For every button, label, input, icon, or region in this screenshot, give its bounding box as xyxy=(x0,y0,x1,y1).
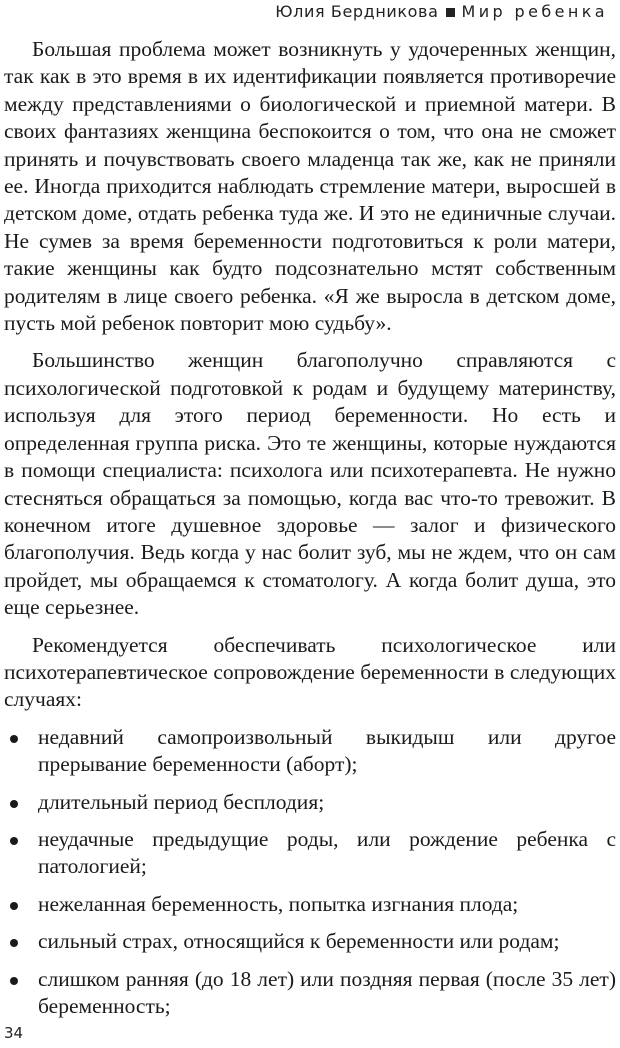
list-item xyxy=(4,826,616,881)
list-item xyxy=(4,966,616,1021)
paragraph: Рекомендуется обеспечивать психологическое или психотерапевтическое сопровождение беременности в следующих случаях: xyxy=(4,632,616,712)
bullet-icon xyxy=(10,902,18,910)
paragraph: Большая проблема может возникнуть у удочеренных женщин, так как в это время в их идентификации появляется противоречие между представлениями о биологической и приемной матери. В своих фантазиях женщина беспокоится о том, что она не сможет принять и почувствовать своего младенца так же, как не приняли ее. Иногда приходится наблюдать стремление матери, выросшей в детском доме, отдать ребенка туда же. И это не единичные случаи. Не сумев за время беременности подготовиться к роли матери, такие женщины как будто подсознательно мстят собственным родителям в лице своего ребенка. «Я же выросла в детском доме, пусть мой ребенок повторит мою судьбу». xyxy=(4,37,616,336)
bullet-list xyxy=(4,724,616,1021)
list-item-text: неудачные предыдущие роды, или рождение ребенка с патологией; xyxy=(38,826,616,879)
list-item-text: недавний самопроизвольный выкидыш или другое прерывание беременности (аборт); xyxy=(38,724,616,777)
bullet-icon xyxy=(10,735,18,743)
bullet-icon xyxy=(10,800,18,808)
square-separator-icon xyxy=(446,8,455,17)
page-number: 34 xyxy=(4,1024,24,1042)
list-item xyxy=(4,928,616,955)
list-item xyxy=(4,724,616,779)
list-item xyxy=(4,789,616,816)
bullet-icon xyxy=(10,837,18,845)
body-text xyxy=(4,36,616,1030)
running-header xyxy=(275,2,608,21)
list-item-text: длительный период бесплодия; xyxy=(38,789,325,814)
header-author: Юлия Бердникова xyxy=(275,2,439,21)
header-series: Мир ребенка xyxy=(461,2,608,21)
list-item-text: нежеланная беременность, попытка изгнания плода; xyxy=(38,891,519,916)
list-item-text: слишком ранняя (до 18 лет) или поздняя первая (после 35 лет) беременность; xyxy=(38,966,616,1018)
list-item xyxy=(4,891,616,918)
paragraph: Большинство женщин благополучно справляются с психологической подготовкой к родам и будущему материнству, используя для этого период беременности. Но есть и определенная группа риска. Это те женщины, которые нуждаются в помощи специалиста: психолога или психотерапевта. Не нужно стесняться обращаться за помощью, когда вас что-то тревожит. В конечном итоге душевное здоровье — залог и физического благополучия. Ведь когда у нас болит зуб, мы не ждем, что он сам пройдет, мы обращаемся к стоматологу. А когда болит душа, это еще серьезнее. xyxy=(4,348,616,620)
bullet-icon xyxy=(10,977,18,985)
list-item-text: сильный страх, относящийся к беременности или родам; xyxy=(38,929,560,954)
bullet-icon xyxy=(10,939,18,947)
